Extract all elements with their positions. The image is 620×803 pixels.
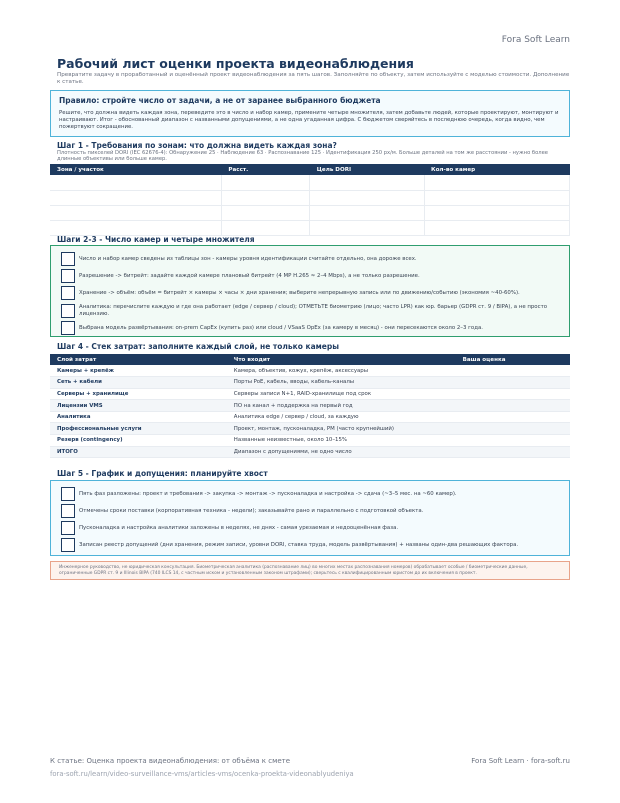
step5-title: Шаг 5 - График и допущения: планируйте хвост (57, 469, 268, 478)
dori-cell[interactable] (310, 205, 424, 220)
zone-cell[interactable] (50, 220, 221, 235)
step23-checklist (50, 245, 570, 337)
costs-header-row (50, 354, 570, 365)
footer-brand: Fora Soft Learn · fora-soft.ru (471, 757, 570, 765)
rule-callout (50, 90, 570, 137)
checkbox[interactable] (61, 521, 75, 535)
checklist-text: Выбрана модель развёртывания: on-prem CapEx (купить раз) или cloud / VSaaS OpEx (за камеру в месяц) - они пересекаются около 2–3 года. (79, 324, 483, 331)
checklist-text: Пусконаладка и настройка аналитики заложены в неделях, не днях - самая урезаемая и недооценённая фаза. (79, 524, 399, 531)
estimate-cell[interactable] (456, 377, 570, 389)
table-row (50, 175, 570, 190)
count-cell[interactable] (424, 175, 569, 190)
cost-layer-cell: ИТОГО (50, 446, 227, 458)
checklist-text: Отмечены сроки поставки (корпоративная техника - недели); заказывайте рано и параллельно с подготовкой объекта. (79, 507, 424, 514)
checkbox[interactable] (61, 269, 75, 283)
checklist-item (59, 503, 561, 519)
count-cell[interactable] (424, 205, 569, 220)
table-row (50, 205, 570, 220)
col-includes: Что входит (227, 354, 456, 365)
col-dori: Цель DORI (310, 164, 424, 175)
cost-layer-cell: Профессиональные услуги (50, 423, 227, 435)
col-zone: Зона / участок (50, 164, 221, 175)
step1-note: Плотность пикселей DORI (IEC 62676-4): Обнаружение 25 · Наблюдение 63 · Распознавание 125 · Идентификация 250 px/м. Больше деталей на том же расстоянии - нужно более длинные объективы или больше камер. (57, 150, 548, 163)
checkbox[interactable] (61, 538, 75, 552)
zone-cell[interactable] (50, 205, 221, 220)
rule-title: Правило: стройте число от задачи, а не от заранее выбранного бюджета (59, 96, 381, 105)
cost-layer-cell: Серверы + хранилище (50, 388, 227, 400)
distance-cell[interactable] (221, 220, 309, 235)
table-row (50, 388, 570, 400)
table-row (50, 365, 570, 377)
distance-cell[interactable] (221, 205, 309, 220)
distance-cell[interactable] (221, 175, 309, 190)
cost-layer-cell: Лицензии VMS (50, 400, 227, 412)
count-cell[interactable] (424, 190, 569, 205)
checklist-text: Записан реестр допущений (дни хранения, режим записи, уровни DORI, ставка труда, модель развёртывания) + названы один-два решающих фактора. (79, 541, 519, 548)
checklist-item (59, 302, 561, 319)
checkbox[interactable] (61, 252, 75, 266)
checkbox[interactable] (61, 321, 75, 335)
count-cell[interactable] (424, 220, 569, 235)
includes-cell: Серверы записи N+1, RAID-хранилище под срок (227, 388, 456, 400)
brand-label: Fora Soft Learn (501, 35, 570, 45)
includes-cell: Порты PoE, кабель, вводы, кабель-каналы (227, 377, 456, 389)
col-distance: Расст. (221, 164, 309, 175)
zones-table (50, 164, 570, 236)
checklist-item (59, 537, 561, 553)
step5-checklist (50, 480, 570, 556)
checklist-text: Разрешение -> битрейт: задайте каждой камере плановый битрейт (4 МР H.265 ≈ 2–4 Mbps), а не только разрешение. (79, 272, 420, 279)
table-row (50, 377, 570, 389)
table-row (50, 435, 570, 447)
cost-layer-cell: Аналитика (50, 411, 227, 423)
col-your-estimate: Ваша оценка (456, 354, 570, 365)
checklist-item (59, 486, 561, 502)
estimate-cell[interactable] (456, 423, 570, 435)
rule-body: Решите, что должна видеть каждая зона, переведите это в число и набор камер, примените четыре множителя, затем добавьте людей, которые проектируют, монтируют и настраивают. Итог - обоснованный диапазон с названными допущениями, а не одна угаданная цифра. С бюджетом сверяйтесь в последнюю очередь, когда видно, чем пожертвуют сокращение. (59, 110, 559, 130)
step1-title: Шаг 1 - Требования по зонам: что должна видеть каждая зона? (57, 141, 337, 150)
includes-cell: Проект, монтаж, пусконаладка, PM (часто крупнейший) (227, 423, 456, 435)
footer-article-link[interactable]: К статье: Оценка проекта видеонаблюдения: от объёма к смете (50, 757, 291, 765)
estimate-cell[interactable] (456, 400, 570, 412)
checkbox[interactable] (61, 504, 75, 518)
zone-cell[interactable] (50, 190, 221, 205)
zone-cell[interactable] (50, 175, 221, 190)
cost-layer-cell: Резерв (contingency) (50, 435, 227, 447)
checklist-text: Аналитика: перечислите каждую и где она работает (edge / сервер / cloud); ОТМЕТЬТЕ биометрию (лицо; часто LPR) как юр. барьер (GDPR ст. 9 / BIPA), а не просто лицензию. (79, 303, 548, 317)
includes-cell: Аналитика edge / сервер / cloud, за каждую (227, 411, 456, 423)
cost-stack-table (50, 354, 570, 458)
table-row (50, 220, 570, 235)
step23-title: Шаги 2-3 - Число камер и четыре множителя (57, 235, 255, 244)
page-subtitle: Превратите задачу в проработанный и оценённый проект видеонаблюдения за пять шагов. Заполняйте по объекту, затем используйте с моделью стоимости. Дополнение к статье. (57, 72, 570, 85)
dori-cell[interactable] (310, 175, 424, 190)
checklist-text: Число и набор камер сведены из таблицы зон - камеры уровня идентификации считайте отдельно, она дороже всех. (79, 255, 417, 262)
estimate-cell[interactable] (456, 435, 570, 447)
cost-layer-cell: Сеть + кабели (50, 377, 227, 389)
table-row (50, 446, 570, 458)
step4-title: Шаг 4 - Стек затрат: заполните каждый слой, не только камеры (57, 342, 340, 351)
checklist-text: Хранение -> объём: объём = битрейт × камеры × часы × дни хранения; выберите непрерывную запись или по движению/событию (экономия ~40-60%). (79, 289, 520, 296)
distance-cell[interactable] (221, 190, 309, 205)
estimate-cell[interactable] (456, 446, 570, 458)
checklist-item (59, 251, 561, 267)
table-row (50, 400, 570, 412)
dori-cell[interactable] (310, 190, 424, 205)
col-camera-count: Кол-во камер (424, 164, 569, 175)
table-row (50, 190, 570, 205)
estimate-cell[interactable] (456, 388, 570, 400)
includes-cell: Названные неизвестные, около 10–15% (227, 435, 456, 447)
includes-cell: Диапазон с допущениями, не одно число (227, 446, 456, 458)
checklist-item (59, 520, 561, 536)
estimate-cell[interactable] (456, 411, 570, 423)
table-row (50, 423, 570, 435)
checkbox[interactable] (61, 487, 75, 501)
table-row (50, 411, 570, 423)
zones-header-row (50, 164, 570, 175)
dori-cell[interactable] (310, 220, 424, 235)
checklist-item (59, 268, 561, 284)
includes-cell: Камера, объектив, кожух, крепёж, аксессуары (227, 365, 456, 377)
checklist-item (59, 320, 561, 336)
includes-cell: ПО на канал + поддержка на первый год (227, 400, 456, 412)
estimate-cell[interactable] (456, 365, 570, 377)
page-title: Рабочий лист оценки проекта видеонаблюдения (57, 56, 414, 71)
checklist-text: Пять фаз разложены: проект и требования -> закупка -> монтаж -> пусконаладка и настройка -> сдача (~3–5 мес. на ~60 камер). (79, 490, 457, 497)
legal-disclaimer: Инженерное руководство, не юридическая консультация. Биометрическая аналитика (распознавание лиц) во многих местах распознавания номеров) обрабатывает особые / биометрические данные, ограниченные GDPR ст. 9 и Illinois BIPA (740 ILCS 14, с частным иском и установленным законом штрафами); сверьтесь с квалифицированным юристом до их включения в проект. (50, 561, 570, 580)
cost-layer-cell: Камеры + крепёж (50, 365, 227, 377)
col-cost-layer: Слой затрат (50, 354, 227, 365)
checklist-item (59, 285, 561, 301)
checkbox[interactable] (61, 286, 75, 300)
footer-url[interactable]: fora-soft.ru/learn/video-surveillance-vms/articles-vms/ocenka-proekta-videonablyudeniya (50, 770, 354, 778)
checkbox[interactable] (61, 304, 75, 318)
